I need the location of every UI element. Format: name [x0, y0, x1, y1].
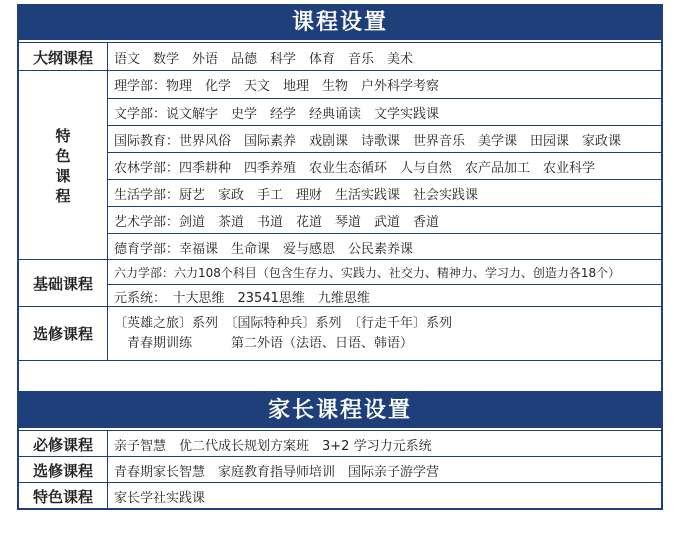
elective-line: 〔英雄之旅〕系列 〔国际特种兵〕系列 〔行走千年〕系列 — [114, 315, 453, 331]
basic-row — [19, 259, 661, 307]
parent-special-label: 特色课程 — [19, 483, 108, 509]
outline-content: 语文 数学 外语 品德 科学 体育 音乐 美术 — [114, 51, 414, 67]
parent-elective-label: 选修课程 — [19, 457, 108, 483]
special-label-char: 课 — [55, 166, 71, 185]
parent-course-title: 家长课程设置 — [19, 394, 661, 428]
course-settings-title: 课程设置 — [19, 6, 661, 40]
elective-row — [19, 306, 661, 361]
special-subrow-international: 国际教育：世界风俗 国际素养 戏剧课 诗歌课 世界音乐 美学课 田园课 家政课 — [108, 125, 661, 153]
parent-required-content: 亲子智慧 优二代成长规划方案班 3+2 学习力元系统 — [114, 438, 432, 454]
special-label-char: 色 — [55, 146, 71, 165]
special-subrow-literature: 文学部：说文解字 史学 经学 经典诵读 文学实践课 — [108, 98, 661, 126]
special-subrow-life: 生活学部：厨艺 家政 手工 理财 生活实践课 社会实践课 — [108, 179, 661, 207]
parent-row-required — [19, 430, 661, 457]
parent-elective-content: 青春期家长智慧 家庭教育指导师培训 国际亲子游学营 — [114, 464, 440, 480]
special-subrow-agriculture: 农林学部：四季耕种 四季养殖 农业生态循环 人与自然 农产品加工 农业科学 — [108, 152, 661, 180]
course-settings-table — [17, 4, 663, 393]
parent-course-table — [17, 392, 663, 510]
outline-row — [19, 42, 661, 71]
special-label — [19, 71, 108, 260]
parent-required-label: 必修课程 — [19, 431, 108, 457]
special-subrow-science: 理学部：物理 化学 天文 地理 生物 户外科学考察 — [114, 79, 440, 94]
parent-special-content: 家长学社实践课 — [114, 490, 206, 506]
elective-line: 青春期训练 第二外语（法语、日语、韩语） — [114, 335, 414, 351]
basic-subrow-sixpower: 六力学部：六力108个科目（包含生存力、实践力、社交力、精神力、学习力、创造力各18个） — [114, 265, 621, 280]
parent-row-elective — [19, 456, 661, 483]
parent-row-special — [19, 482, 661, 509]
special-subrow-moral: 德育学部：幸福课 生命课 爱与感恩 公民素养课 — [108, 233, 661, 261]
special-label-char: 程 — [55, 186, 71, 205]
elective-label: 选修课程 — [19, 307, 108, 360]
elective-content — [108, 307, 661, 360]
special-label-char: 特 — [55, 126, 71, 145]
special-row — [19, 70, 661, 260]
basic-subrow-meta: 元系统： 十大思维 23541思维 九维思维 — [108, 284, 661, 308]
special-subrow-arts: 艺术学部：剑道 茶道 书道 花道 琴道 武道 香道 — [108, 206, 661, 234]
basic-label: 基础课程 — [19, 260, 108, 307]
outline-label: 大纲课程 — [19, 43, 108, 71]
